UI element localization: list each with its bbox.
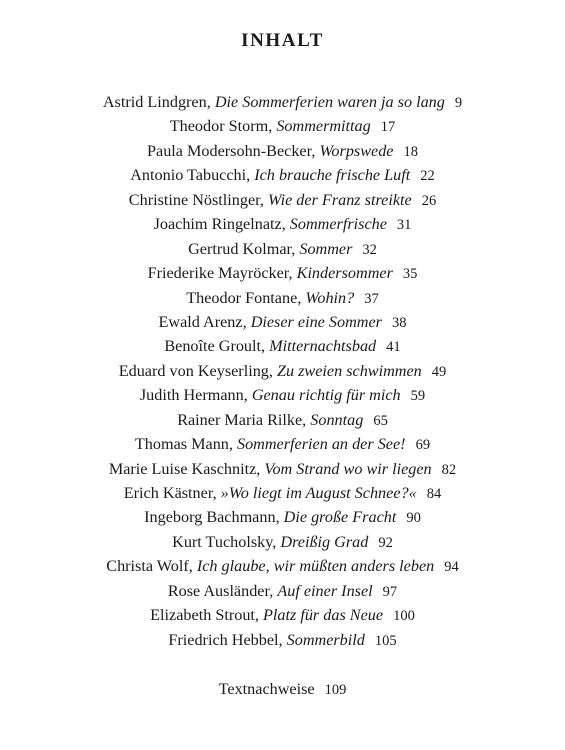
toc-title: Worpswede <box>319 141 394 160</box>
toc-title: Die Sommerferien waren ja so lang <box>214 93 445 111</box>
toc-title: Ich glaube, wir müßten anders leben <box>196 557 435 576</box>
toc-author: Paula Modersohn-Becker <box>147 141 312 160</box>
toc-author: Friedrich Hebbel <box>168 630 279 649</box>
toc-entry: Astrid Lindgren, Die Sommerferien waren ja so lang 9 <box>0 90 565 114</box>
toc-page-number: 38 <box>391 314 407 331</box>
toc-page-number: 31 <box>396 217 412 234</box>
toc-title: Kindersommer <box>296 264 393 283</box>
toc-author: Benoîte Groult <box>164 337 262 356</box>
toc-title: Sommermittag <box>276 117 371 136</box>
toc-page-number: 84 <box>426 486 442 502</box>
toc-author: Eduard von Keyserling <box>118 361 269 380</box>
toc-author: Rainer Maria Rilke <box>177 410 303 429</box>
toc-page-number: 97 <box>382 583 398 600</box>
toc-author: Gertrud Kolmar <box>188 239 292 258</box>
toc-author: Astrid Lindgren <box>102 93 207 111</box>
toc-title: Ich brauche frische Luft <box>254 166 411 185</box>
toc-entry: Friedrich Hebbel, Sommerbild 105 <box>0 628 565 652</box>
toc-author: Christine Nöstlinger <box>128 190 260 209</box>
toc-title: Sonntag <box>310 410 364 429</box>
toc-author: Theodor Storm <box>169 117 269 136</box>
toc-author: Erich Kästner <box>123 484 213 502</box>
toc-title: Dieser eine Sommer <box>250 312 382 331</box>
toc-author: Friederike Mayröcker <box>147 264 289 283</box>
toc-author: Ewald Arenz <box>158 312 243 331</box>
toc-author: Christa Wolf <box>106 557 189 576</box>
toc-entry: Judith Hermann, Genau richtig für mich 59 <box>0 383 565 407</box>
toc-author: Joachim Ringelnatz <box>153 215 282 234</box>
toc-page-number: 32 <box>362 241 377 258</box>
toc-entry: Marie Luise Kaschnitz, Vom Strand wo wir liegen 82 <box>0 457 565 481</box>
toc-entry: Benoîte Groult, Mitternachtsbad 41 <box>0 334 565 358</box>
toc-author: Thomas Mann <box>134 435 229 454</box>
toc-page-number: 100 <box>393 608 415 625</box>
toc-title: Dreißig Grad <box>280 532 369 551</box>
toc-page-number: 49 <box>431 363 447 380</box>
toc-author: Rose Ausländer <box>167 581 270 600</box>
toc-entry: Christa Wolf, Ich glaube, wir müßten anders leben 94 <box>0 554 565 578</box>
toc-author: Theodor Fontane <box>186 288 298 307</box>
toc-page-number: 90 <box>406 510 421 527</box>
toc-entry: Theodor Fontane, Wohin? 37 <box>0 286 565 310</box>
toc-title: Auf einer Insel <box>277 581 373 600</box>
toc-entry: Friederike Mayröcker, Kindersommer 35 <box>0 261 565 285</box>
table-of-contents <box>0 90 565 652</box>
toc-entry: Gertrud Kolmar, Sommer 32 <box>0 237 565 261</box>
toc-author: Kurt Tucholsky <box>172 532 273 551</box>
toc-entry: Rose Ausländer, Auf einer Insel 97 <box>0 579 565 603</box>
toc-page-number: 105 <box>374 632 397 649</box>
toc-author: Elizabeth Strout <box>150 606 255 625</box>
toc-title: Die große Fracht <box>283 508 397 527</box>
toc-title: Wohin? <box>305 288 355 307</box>
toc-title: Genau richtig für mich <box>251 386 401 405</box>
toc-page-number: 37 <box>364 290 379 307</box>
toc-author: Marie Luise Kaschnitz <box>108 459 257 478</box>
toc-author: Judith Hermann <box>139 386 244 405</box>
toc-page-number: 18 <box>403 143 418 160</box>
toc-page-number: 92 <box>378 534 393 551</box>
toc-entry: Elizabeth Strout, Platz für das Neue 100 <box>0 603 565 627</box>
toc-title: Vom Strand wo wir liegen <box>264 459 432 478</box>
toc-page-number: 22 <box>420 168 435 185</box>
toc-page-number: 65 <box>373 412 388 429</box>
toc-page-number: 9 <box>454 95 463 111</box>
toc-author: Antonio Tabucchi <box>130 166 247 185</box>
toc-entry: Ingeborg Bachmann, Die große Fracht 90 <box>0 505 565 529</box>
appendix-entry <box>0 678 565 701</box>
page-title: INHALT <box>241 29 324 51</box>
toc-title: Sommerbild <box>286 630 365 649</box>
toc-entry: Kurt Tucholsky, Dreißig Grad 92 <box>0 530 565 554</box>
toc-entry: Erich Kästner, »Wo liegt im August Schnee?« 84 <box>0 481 565 505</box>
appendix-label: Textnachweise <box>218 680 315 698</box>
toc-page-number: 26 <box>421 192 437 209</box>
toc-page-number: 17 <box>380 119 396 136</box>
toc-entry: Rainer Maria Rilke, Sonntag 65 <box>0 408 565 432</box>
toc-entry: Thomas Mann, Sommerferien an der See! 69 <box>0 432 565 456</box>
toc-page-number: 69 <box>415 437 431 454</box>
toc-entry: Eduard von Keyserling, Zu zweien schwimmen 49 <box>0 359 565 383</box>
toc-title: Mitternachtsbad <box>269 337 377 356</box>
toc-title: »Wo liegt im August Schnee?« <box>220 484 417 502</box>
toc-entry: Joachim Ringelnatz, Sommerfrische 31 <box>0 212 565 236</box>
toc-page-number: 59 <box>410 388 426 405</box>
toc-title: Sommer <box>299 239 353 258</box>
toc-entry: Theodor Storm, Sommermittag 17 <box>0 114 565 138</box>
toc-entry: Christine Nöstlinger, Wie der Franz streikte 26 <box>0 188 565 212</box>
toc-title: Wie der Franz streikte <box>267 190 412 209</box>
toc-author: Ingeborg Bachmann <box>144 508 276 527</box>
toc-title: Zu zweien schwimmen <box>276 361 422 380</box>
appendix-page-number: 109 <box>324 682 347 698</box>
toc-entry: Ewald Arenz, Dieser eine Sommer 38 <box>0 310 565 334</box>
toc-page-number: 82 <box>441 461 457 478</box>
toc-title: Sommerfrische <box>289 215 387 234</box>
toc-entry: Antonio Tabucchi, Ich brauche frische Luft 22 <box>0 163 565 187</box>
toc-page-number: 41 <box>386 339 401 356</box>
toc-entry: Paula Modersohn-Becker, Worpswede 18 <box>0 139 565 163</box>
toc-page-number: 35 <box>402 266 418 283</box>
toc-title: Sommerferien an der See! <box>236 435 406 454</box>
toc-page-number: 94 <box>444 559 459 576</box>
toc-title: Platz für das Neue <box>263 606 384 625</box>
